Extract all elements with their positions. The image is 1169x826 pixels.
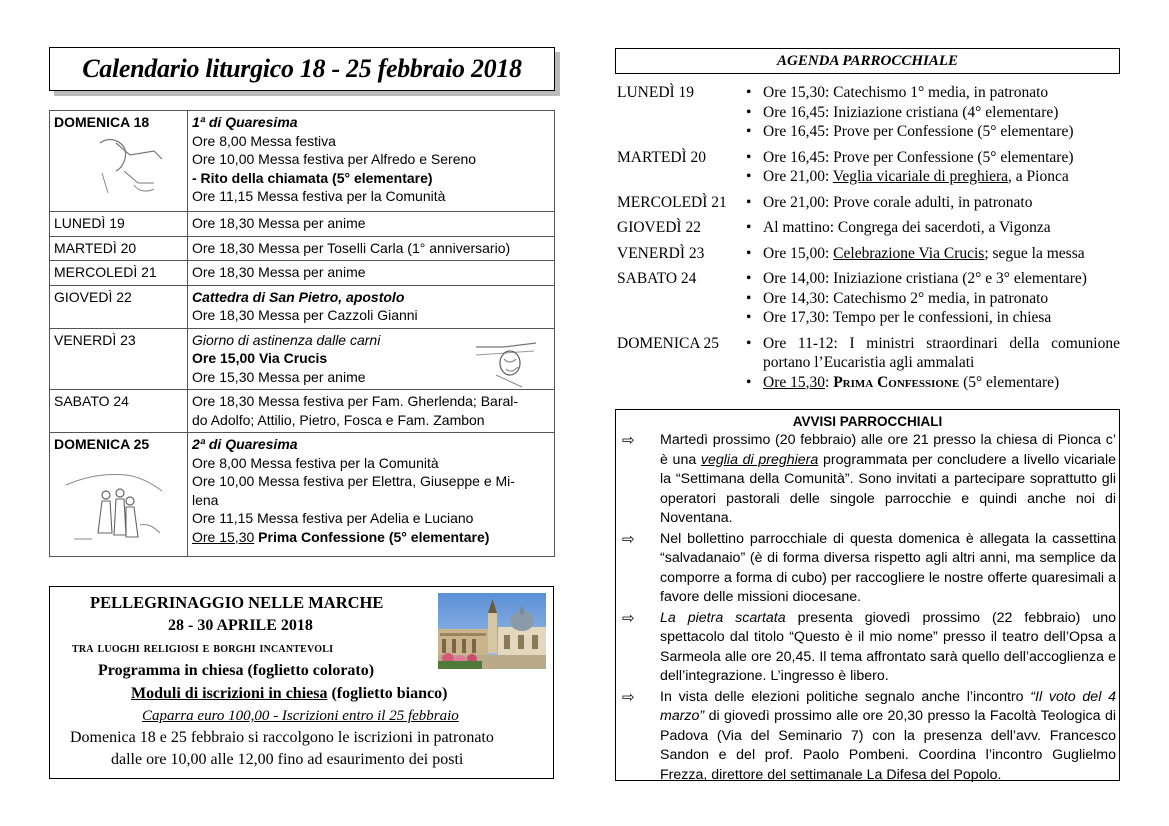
agenda-day: LUNEDÌ 19 [617,84,695,101]
events-cell [188,212,555,237]
events-cell [188,285,555,328]
agenda-items [737,334,1120,393]
arrow-right-icon: ⇨ [622,530,635,548]
pilgrimage-dates: 28 - 30 APRILE 2018 [168,617,313,634]
notice-text: di giovedì prossimo alle ore 20,30 presso la Facoltà Teologica di Padova (Via del Seminario 7) con la presenza dell’avv. Francesco Sandon e del prof. Paolo Pombeni. Coordina l’incontro Guglielmo Frezza, direttore del settimanale La Difesa del Popolo. [660,708,1116,783]
deposit-line: Caparra euro 100,00 - Iscrizioni entro il 25 febbraio [142,708,459,724]
notices-title: AVVISI PARROCCHIALI [792,414,943,429]
notice-text: programmata per concludere a livello vicariale la “Settimana della Comunità”. Sono invitati a partecipare soprattutto gli operatori pastorali delle singole parrocchie e quindi anche noi di Noventana. [660,451,1116,526]
pilgrimage-box [49,586,554,779]
liturgy-table [49,110,555,557]
notice-item [616,688,1119,786]
event-line: Ore 18,30 Messa per anime [192,215,366,231]
day-cell: SABATO 24 [50,390,188,433]
event-line: Ore 8,00 Messa festiva per la Comunità [192,454,439,471]
agenda-list [617,83,1120,398]
event-line [192,528,550,547]
event-line: do Adolfo; Attilio, Pietro, Fosca e Fam. Zambon [192,411,485,428]
list-item: • Ore 15,30: Catechismo 1° media, in patronato [737,83,1120,103]
notice-text: presenta giovedì prossimo (22 febbraio) uno spettacolo dal titolo “Questo è il mio nome” presso il teatro dell’Opsa a Sarmeola alle ore 20,45. Il tema affrontato sarà quello dell’accoglienza e dell’integrazione. L’ingresso è libero. [660,609,1117,684]
table-row [50,236,555,261]
item-link-text: Veglia vicariale di preghiera [832,168,1009,185]
event-line: Giorno di astinenza dalle carni [192,331,381,348]
notice-text: In vista delle elezioni politiche segnalo anche l’incontro [660,688,1031,705]
forms-underlined: Moduli di iscrizioni in chiesa [131,685,328,702]
day-cell: VENERDÌ 23 [50,328,188,390]
praying-figure-sketch [94,133,166,195]
list-item: • Ore 16,45: Prove per Confessione (5° elementare) [737,122,1120,142]
notice-emphasis: “Il voto del 4 marzo” [660,688,1116,724]
item-text: ; segue la messa [984,244,1085,262]
agenda-day: GIOVEDÌ 22 [617,219,701,236]
event-line: Ore 10,00 Messa festiva per Elettra, Giuseppe e Mi- [192,473,515,489]
list-item: • Ore 14,00: Iniziazione cristiana (2° e 3° elementare) [737,269,1120,289]
events-cell [188,111,555,212]
arrow-right-icon: ⇨ [622,432,635,449]
agenda-row [617,148,1120,187]
agenda-day: VENERDÌ 23 [617,244,705,262]
table-row [50,261,555,286]
forms-line [131,685,447,703]
agenda-row [617,193,1120,213]
forms-rest: (foglietto bianco) [327,685,448,702]
jesus-cross-sketch [474,333,538,389]
event-line: Ore 18,30 Messa per Toselli Carla (1° anniversario) [192,239,511,256]
list-item [737,244,1120,264]
agenda-day: SABATO 24 [617,270,697,287]
item-text: : [825,373,834,391]
notices-box [615,409,1120,781]
notice-item [616,530,1119,608]
pilgrimage-title: PELLEGRINAGGIO NELLE MARCHE [90,593,384,612]
info-line: dalle ore 10,00 alle 12,00 fino ad esaurimento dei posti [111,751,464,768]
agenda-items [737,148,1120,187]
list-item: • Ore 11-12: I ministri straordinari della comunione portano l’Eucaristia agli ammalati [737,334,1120,373]
table-row [50,328,555,390]
agenda-items [737,193,1120,213]
item-time: Ore 15,30 [763,373,825,391]
pilgrimage-subtitle: tra luoghi religiosi e borghi incantevoli [72,640,334,656]
list-item: • Ore 16,45: Iniziazione cristiana (4° elementare) [737,103,1120,123]
agenda-items [737,269,1120,328]
event-line: - Rito della chiamata (5° elementare) [192,169,433,186]
event-line: Cattedra di San Pietro, apostolo [192,288,405,305]
day-cell: MERCOLEDÌ 21 [50,261,188,286]
agenda-day: DOMENICA 25 [617,334,720,352]
day-label: DOMENICA 18 [54,114,150,130]
notice-item [616,431,1119,529]
event-text: Prima Confessione (5° elementare) [254,528,490,545]
day-cell: MARTEDÌ 20 [50,236,188,261]
notice-emphasis: veglia di preghiera [700,451,819,468]
event-line: Ore 18,30 Messa festiva per Fam. Gherlenda; Baral- [192,393,519,409]
list-item [737,373,1120,393]
event-line: 2ª di Quaresima [192,436,298,452]
agenda-items [737,218,1120,238]
list-item: • Ore 16,45: Prove per Confessione (5° elementare) [737,148,1120,168]
day-cell [50,433,188,557]
loreto-basilica-photo [438,593,546,669]
agenda-row [617,269,1120,328]
info-line: Domenica 18 e 25 febbraio si raccolgono le iscrizioni in patronato [70,729,494,746]
event-line: Ore 11,15 Messa festiva per la Comunità [192,188,446,204]
day-cell [50,111,188,212]
program-line: Programma in chiesa (foglietto colorato) [98,662,375,679]
item-text: , a Pionca [1008,168,1069,185]
event-line: Ore 11,15 Messa festiva per Adelia e Luciano [192,510,474,526]
table-row [50,390,555,433]
agenda-items [737,244,1120,264]
table-row [50,212,555,237]
agenda-row [617,334,1120,393]
event-line: Ore 10,00 Messa festiva per Alfredo e Sereno [192,151,477,167]
item-link-text: Celebrazione Via Crucis [833,244,985,262]
item-highlight: Prima Confessione [833,373,960,391]
agenda-row [617,218,1120,238]
list-item [737,167,1120,187]
event-line: Ore 15,00 Via Crucis [192,350,328,366]
agenda-items [737,83,1120,142]
event-line: Ore 18,30 Messa per Cazzoli Gianni [192,307,418,323]
notice-emphasis: La pietra scartata [660,609,786,626]
agenda-day: MARTEDÌ 20 [617,148,707,166]
time-underlined: Ore 15,30 [192,528,255,545]
list-item: • Al mattino: Congrega dei sacerdoti, a Vigonza [737,218,1120,238]
list-item: • Ore 21,00: Prove corale adulti, in patronato [737,193,1120,213]
table-row [50,111,555,212]
table-row [50,433,555,557]
calendar-title: Calendario liturgico 18 - 25 febbraio 2018 [82,54,522,83]
events-cell [188,261,555,286]
notice-text: Nel bollettino parrocchiale di questa domenica è allegata la cassettina “salvadanaio” (è di forma diversa rispetto agli altri anni, ma semplice da comporre a forma di cubo) per raccogliere le nostre offerte quaresimali a favore delle missioni diocesane. [660,530,1116,605]
day-cell: LUNEDÌ 19 [50,212,188,237]
events-cell [188,328,555,390]
day-label: DOMENICA 25 [54,436,150,452]
events-cell [188,390,555,433]
arrow-right-icon: ⇨ [622,609,635,627]
table-row [50,285,555,328]
item-text: Ore 15,00: [763,244,834,262]
notice-item [616,609,1119,687]
calendar-title-box [49,47,555,91]
disciples-walking-sketch [64,455,164,547]
list-item: • Ore 17,30: Tempo per le confessioni, in chiesa [737,308,1120,328]
agenda-row [617,83,1120,142]
event-line: Ore 15,30 Messa per anime [192,368,366,385]
notice-text: Martedì prossimo (20 febbraio) alle ore 21 presso la chiesa di Pionca c’ è una [660,432,1116,468]
event-line: Ore 8,00 Messa festiva [192,132,336,149]
agenda-title: AGENDA PARROCCHIALE [615,48,1120,74]
arrow-right-icon: ⇨ [622,688,635,706]
event-line: 1ª di Quaresima [192,114,298,130]
event-line: lena [192,491,219,508]
agenda-day: MERCOLEDÌ 21 [617,193,727,211]
event-line: Ore 18,30 Messa per anime [192,264,366,280]
events-cell [188,433,555,557]
agenda-row [617,244,1120,264]
events-cell [188,236,555,261]
list-item: • Ore 14,30: Catechismo 2° media, in patronato [737,289,1120,309]
day-cell: GIOVEDÌ 22 [50,285,188,328]
item-text: (5° elementare) [959,373,1060,391]
item-text: Ore 21,00: [763,168,833,185]
